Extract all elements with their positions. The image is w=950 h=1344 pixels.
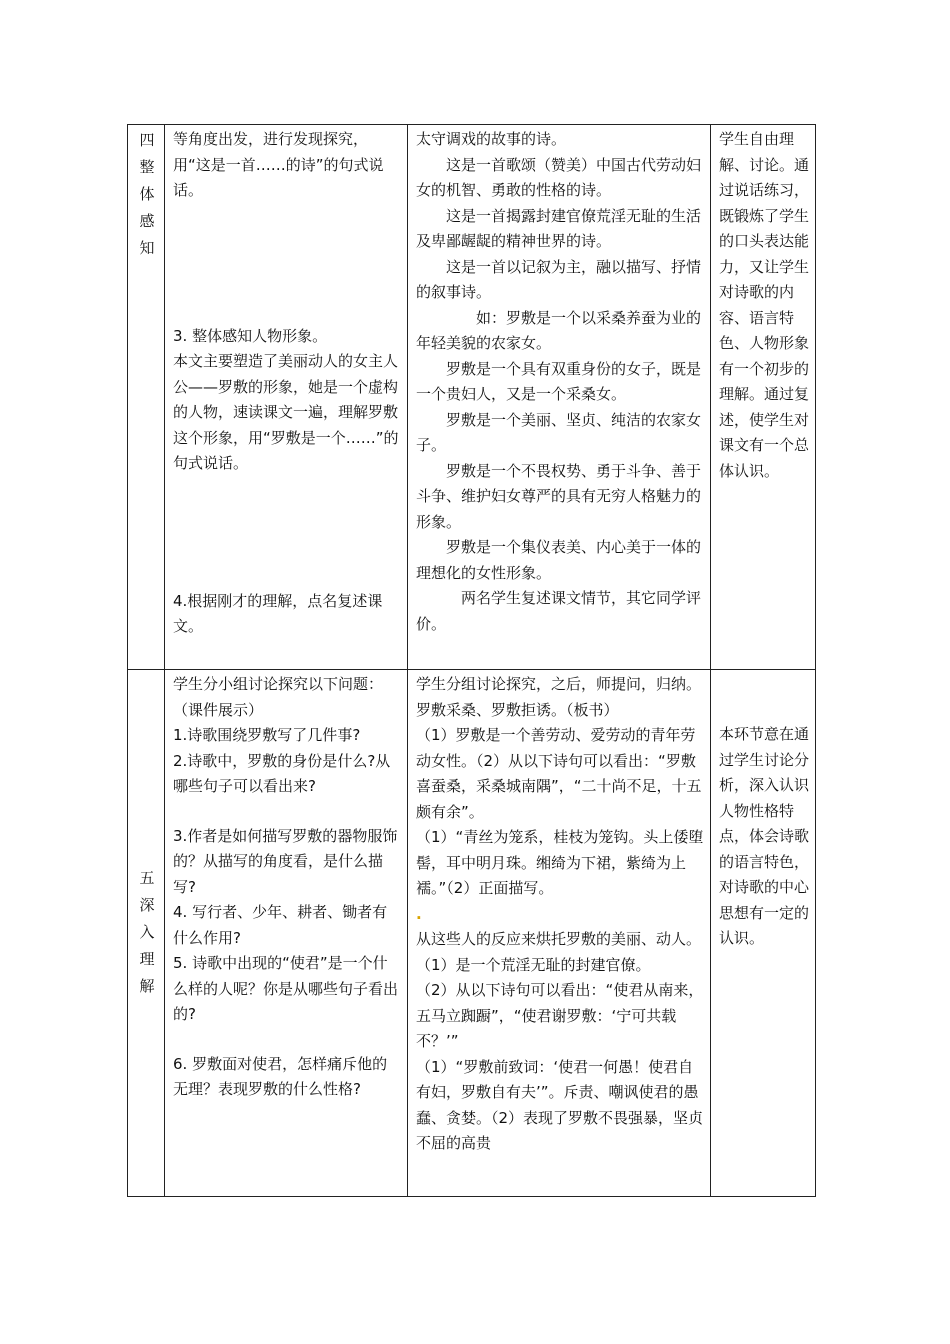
design-intent-cell xyxy=(711,125,816,670)
student-text: 太守调戏的故事的诗。 xyxy=(416,130,567,148)
student-text: 这是一首揭露封建官僚荒淫无耻的生活及卑鄙龌龊的精神世界的诗。 xyxy=(416,206,702,250)
activity-text: 4. 写行者、少年、耕者、锄者有什么作用? xyxy=(173,903,388,947)
student-text: 这是一首歌颂（赞美）中国古代劳动妇女的机智、勇敢的性格的诗。 xyxy=(416,155,702,199)
student-text: 学生分组讨论探究，之后，师提问，归纳。 xyxy=(416,675,702,693)
activity-text: 2.诗歌中，罗敷的身份是什么?从哪些句子可以看出来? xyxy=(173,751,391,795)
teacher-activity-cell xyxy=(165,125,408,670)
stage-char: 五 xyxy=(139,868,155,887)
stage-label xyxy=(128,670,165,1197)
table-row-stage-4 xyxy=(128,125,816,670)
student-text: （1）“青丝为笼系，桂枝为笼钩。头上倭堕髻，耳中明月珠。缃绮为下裙，紫绮为上襦。”（2）正面描写。 xyxy=(416,828,704,897)
stage-char: 体 xyxy=(139,185,155,203)
lesson-plan-table xyxy=(127,124,816,1197)
design-intent-cell xyxy=(711,670,816,1197)
student-text: 从这些人的反应来烘托罗敷的美丽、动人。 xyxy=(416,930,702,948)
student-text: （1）罗敷是一个善劳动、爱劳动的青年劳动女性。（2）从以下诗句可以看出：“罗敷喜蚕桑，采桑城南隅”，“二十尚不足，十五颇有余”。 xyxy=(416,726,702,821)
student-text: （2）从以下诗句可以看出：“使君从南来，五马立踟蹰”，“使君谢罗敷：‘宁可共载不？’” xyxy=(416,981,704,1050)
student-text: 罗敷是一个不畏权势、勇于斗争、善于斗争、维护妇女尊严的具有无穷人格魅力的形象。 xyxy=(416,461,702,531)
stage-char: 四 xyxy=(139,131,155,149)
intent-text: 本环节意在通过学生讨论分析，深入认识人物性格特点，体会诗歌的语言特色，对诗歌的中心思想有一定的认识。 xyxy=(719,725,810,947)
student-text: （1）“罗敷前致词：‘使君一何愚！使君自有妇，罗敷自有夫’”。斥责、嘲讽使君的愚蠢、贪婪。（2）表现了罗敷不畏强暴，坚贞不屈的高贵 xyxy=(416,1057,704,1152)
student-activity-cell xyxy=(408,670,711,1197)
stage-char: 理 xyxy=(139,949,155,968)
student-text: 罗敷是一个美丽、坚贞、纯洁的农家女子。 xyxy=(416,410,702,454)
activity-text: 6. 罗敷面对使君，怎样痛斥他的无理？表现罗敷的什么性格? xyxy=(173,1054,388,1098)
activity-text: 5. 诗歌中出现的“使君”是一个什么样的人呢？你是从哪些句子看出的? xyxy=(173,954,399,1023)
student-text: 罗敷采桑、罗敷拒诱。（板书） xyxy=(416,700,619,719)
student-activity-cell xyxy=(408,125,711,670)
activity-text: 4.根据刚才的理解，点名复述课文。 xyxy=(173,591,383,635)
activity-text: 1.诗歌围绕罗敷写了几件事? xyxy=(173,726,361,744)
table-row-stage-5 xyxy=(128,670,816,1197)
activity-text: 学生分小组讨论探究以下问题：（课件展示） xyxy=(173,675,384,719)
stage-char: 深 xyxy=(139,895,155,914)
stage-char: 入 xyxy=(139,922,155,941)
stage-char: 感 xyxy=(139,212,155,230)
intent-text: 学生自由理解、讨论。通过说话练习，既锻炼了学生的口头表达能力，又让学生对诗歌的内容、语言特色、人物形象有一个初步的理解。通过复述，使学生对课文有一个总体认识。 xyxy=(719,130,810,480)
activity-text: 3. 整体感知人物形象。 xyxy=(173,326,328,345)
student-text: 两名学生复述课文情节，其它同学评价。 xyxy=(416,589,702,633)
activity-text: 本文主要塑造了美丽动人的女主人公——罗敷的形象，她是一个虚构的人物，速读课文一遍，理解罗敷这个形象，用“罗敷是一个……”的句式说话。 xyxy=(173,352,399,472)
mark-dot: . xyxy=(416,904,422,923)
activity-text: 等角度出发，进行发现探究，用“这是一首……的诗”的句式说话。 xyxy=(173,130,384,199)
student-text: （1）是一个荒淫无耻的封建官僚。 xyxy=(416,955,651,974)
stage-char: 解 xyxy=(139,976,155,995)
stage-char: 整 xyxy=(139,158,155,176)
teacher-activity-cell xyxy=(165,670,408,1197)
stage-char: 知 xyxy=(139,239,155,257)
student-text: 这是一首以记叙为主，融以描写、抒情的叙事诗。 xyxy=(416,257,702,301)
activity-text: 3.作者是如何描写罗敷的器物服饰的？从描写的角度看，是什么描写? xyxy=(173,826,398,896)
stage-label xyxy=(128,125,165,670)
student-text: 罗敷是一个集仪表美、内心美于一体的理想化的女性形象。 xyxy=(416,538,702,582)
student-text: 如：罗敷是一个以采桑养蚕为业的年轻美貌的农家女。 xyxy=(416,308,702,352)
student-text: 罗敷是一个具有双重身份的女子，既是一个贵妇人，又是一个采桑女。 xyxy=(416,359,702,403)
